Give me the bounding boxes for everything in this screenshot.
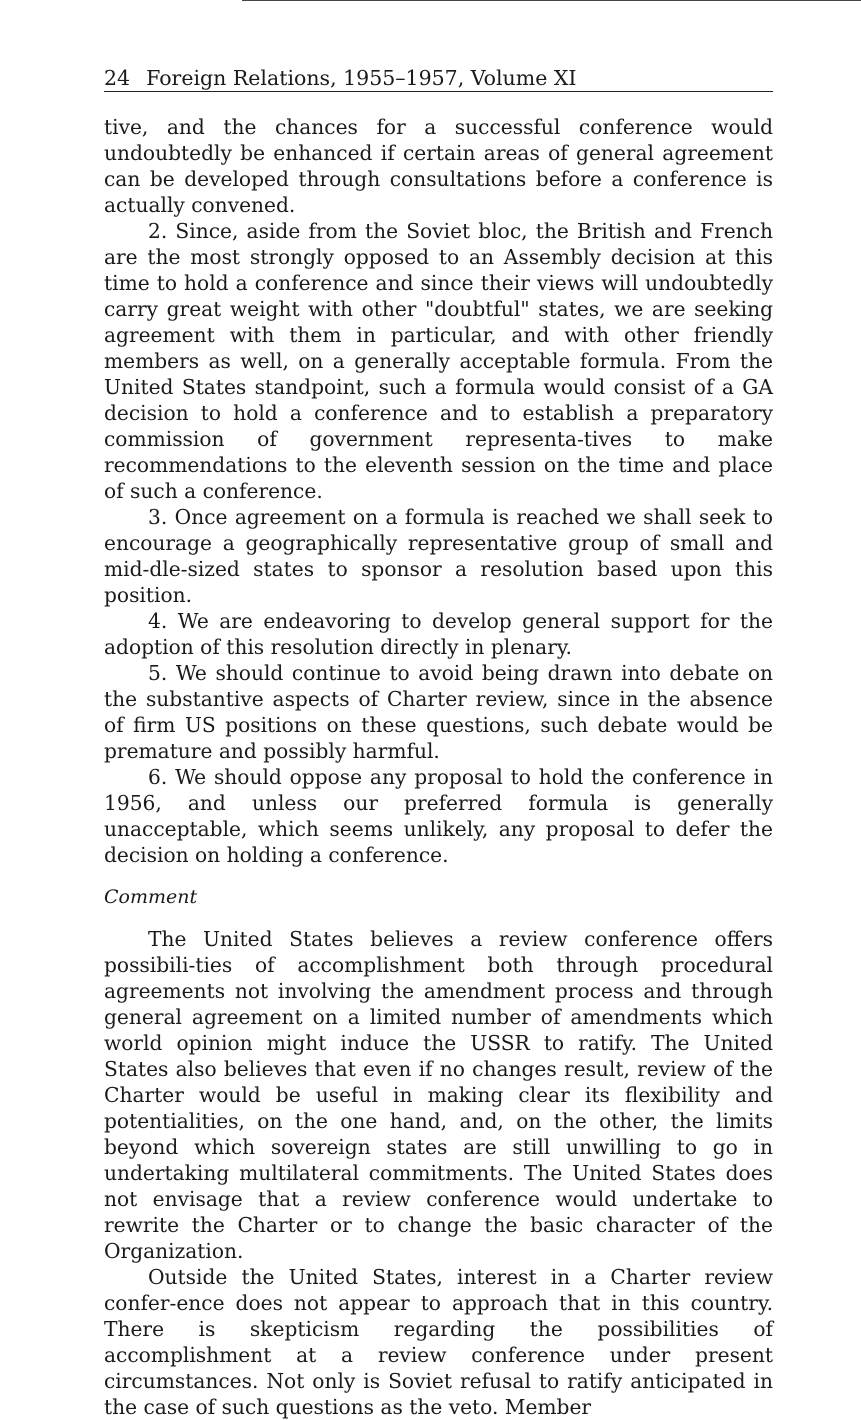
paragraph-item-6: 6. We should oppose any proposal to hold the conference in 1956, and unless our preferred formula is generally unacceptable, which seems unlikely, any proposal to defer the decision on holding a conference. xyxy=(104,765,773,867)
paragraph-continuation: tive, and the chances for a successful conference would undoubtedly be enhanced if certain areas of general agreement can be developed through consultations before a conference is actually convened. xyxy=(104,115,773,217)
running-head xyxy=(104,66,773,92)
comment-heading: Comment xyxy=(104,886,198,908)
running-head-title: Foreign Relations, 1955–1957, Volume XI xyxy=(146,66,577,90)
top-border-rule xyxy=(242,0,861,1)
paragraph-item-3: 3. Once agreement on a formula is reached we shall seek to encourage a geographically representative group of small and mid-dle-sized states to sponsor a resolution based upon this position. xyxy=(104,505,773,607)
comment-paragraph: The United States believes a review conference offers possibili-ties of accomplishment both through procedural agreements not involving the amendment process and through general agreement on a limited number of amendments which world opinion might induce the USSR to ratify. The United States also believes that even if no changes result, review of the Charter would be useful in making clear its flexibility and potentialities, on the one hand, and, on the other, the limits beyond which sovereign states are still unwilling to go in undertaking multilateral commitments. The United States does not envisage that a review conference would undertake to rewrite the Charter or to change the basic character of the Organization. xyxy=(104,927,773,1263)
paragraph-item-2: 2. Since, aside from the Soviet bloc, the British and French are the most strongly opposed to an Assembly decision at this time to hold a conference and since their views will undoubtedly carry great weight with other "doubtful" states, we are seeking agreement with them in particular, and with other friendly members as well, on a generally acceptable formula. From the United States standpoint, such a formula would consist of a GA decision to hold a conference and to establish a preparatory commission of government representa-tives to make recommendations to the eleventh session on the time and place of such a conference. xyxy=(104,219,773,503)
paragraph-item-4: 4. We are endeavoring to develop general support for the adoption of this resolution directly in plenary. xyxy=(104,609,773,659)
comment-paragraph: Outside the United States, interest in a Charter review confer-ence does not appear to approach that in this country. There is skepticism regarding the possibilities of accomplishment at a review conference under present circumstances. Not only is Soviet refusal to ratify anticipated in the case of such questions as the veto. Member xyxy=(104,1265,773,1419)
document-page xyxy=(104,66,773,1420)
paragraph-item-5: 5. We should continue to avoid being drawn into debate on the substantive aspects of Charter review, since in the absence of firm US positions on these questions, such debate would be premature and possibly harmful. xyxy=(104,661,773,763)
page-number: 24 xyxy=(104,66,131,90)
body-text xyxy=(104,114,773,1420)
